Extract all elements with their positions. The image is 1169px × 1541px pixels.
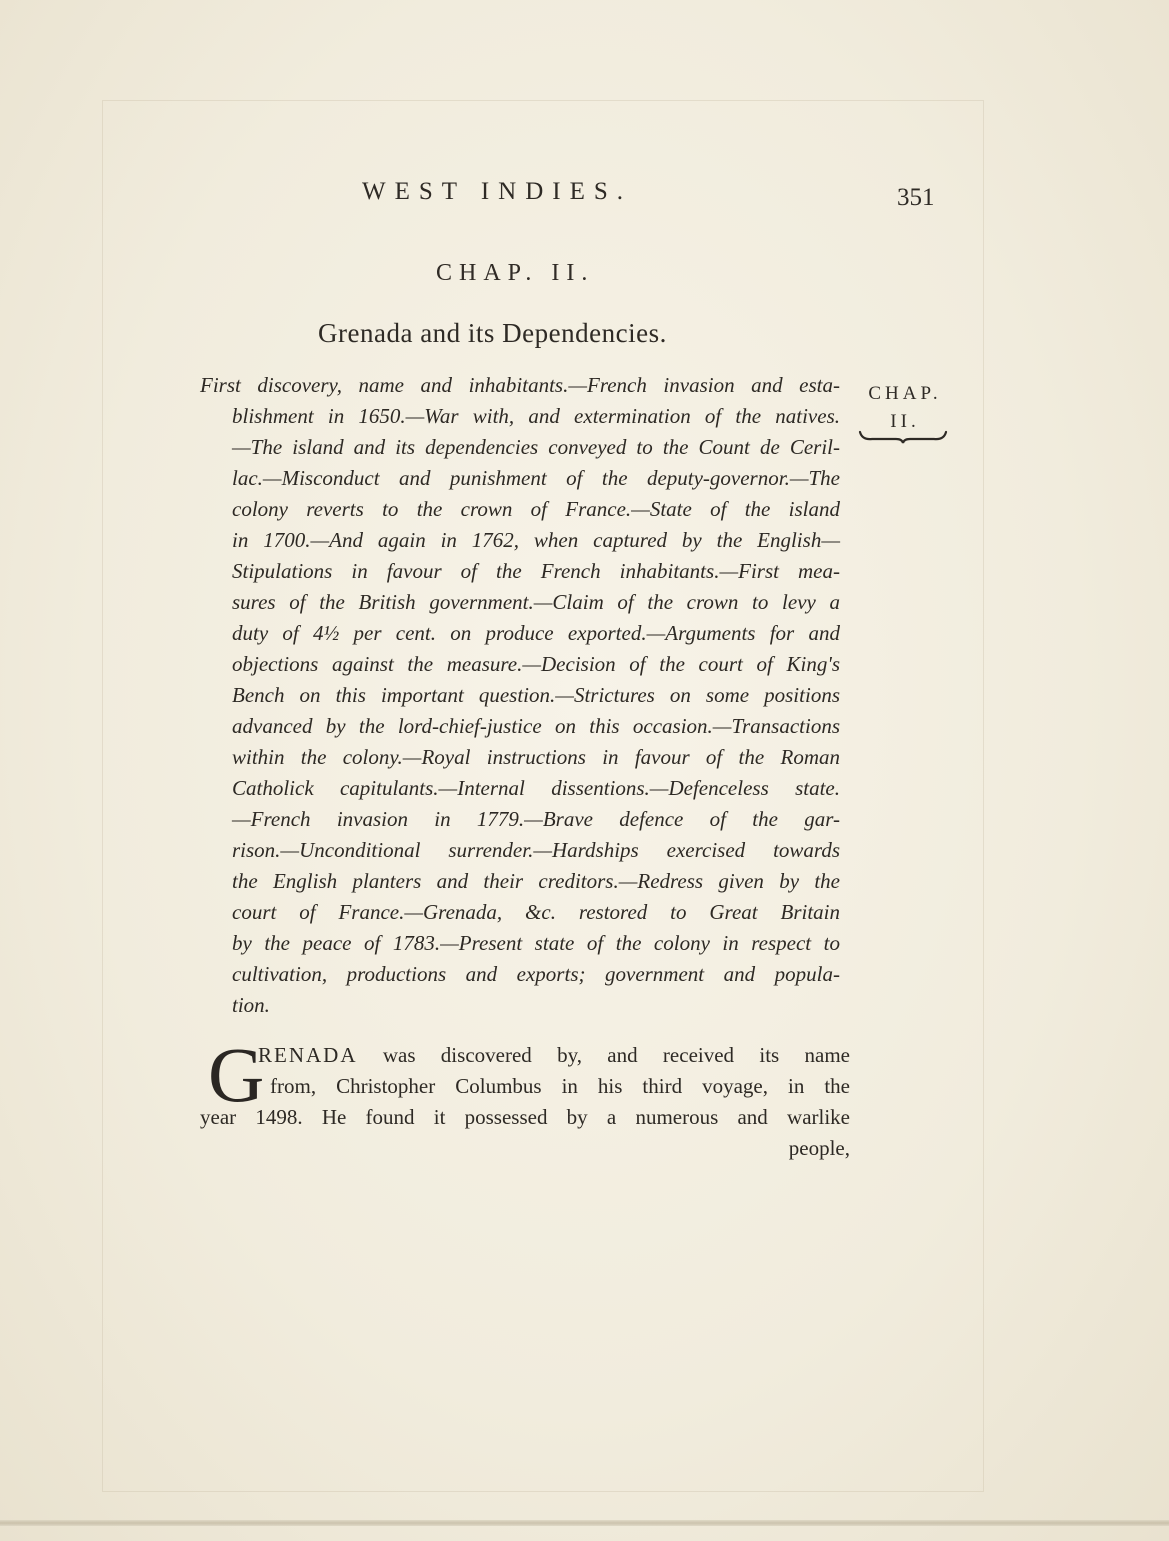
argument-line: advanced by the lord-chief-justice on this occasion.—Transactions (232, 714, 840, 738)
argument-line: objections against the measure.—Decision of the court of King's (232, 652, 840, 676)
margin-chap: CHAP. (868, 383, 942, 404)
argument-line: —French invasion in 1779.—Brave defence of the gar- (232, 807, 840, 831)
argument-line: within the colony.—Royal instructions in favour of the Roman (232, 745, 840, 769)
argument-line: court of France.—Grenada, &c. restored to Great Britain (232, 900, 840, 924)
argument-line: rison.—Unconditional surrender.—Hardships exercised towards (232, 838, 840, 862)
argument-line: First discovery, name and inhabitants.—French invasion and esta- (200, 373, 840, 397)
body-line (258, 1040, 850, 1071)
bracket-icon (858, 428, 948, 444)
page-number: 351 (897, 184, 935, 211)
body-paragraph (200, 1040, 850, 1164)
argument-line: Catholick capitulants.—Internal dissentions.—Defenceless state. (232, 776, 840, 800)
catchword: people, (788, 1136, 850, 1160)
body-line-rest: was discovered by, and received its name (382, 1043, 850, 1067)
running-head: WEST INDIES. (362, 178, 633, 205)
argument-line: Bench on this important question.—Strictures on some positions (232, 683, 840, 707)
argument-line: by the peace of 1783.—Present state of the colony in respect to (232, 931, 840, 955)
argument-line: lac.—Misconduct and punishment of the deputy-governor.—The (232, 466, 840, 490)
margin-chap-number: II. (890, 411, 920, 432)
argument-line: the English planters and their creditors.—Redress given by the (232, 869, 840, 893)
chapter-argument (200, 370, 840, 1021)
body-line: from, Christopher Columbus in his third voyage, in the (270, 1074, 850, 1098)
argument-line: blishment in 1650.—War with, and extermination of the natives. (232, 404, 840, 428)
chapter-heading: CHAP. II. (436, 260, 595, 286)
chapter-title: Grenada and its Dependencies. (318, 318, 667, 348)
page-edge (0, 1520, 1169, 1526)
argument-line: colony reverts to the crown of France.—State of the island (232, 497, 840, 521)
argument-line: tion. (232, 993, 270, 1017)
body-line: year 1498. He found it possessed by a numerous and warlike (200, 1105, 850, 1129)
argument-line: Stipulations in favour of the French inhabitants.—First mea- (232, 559, 840, 583)
argument-line: duty of 4½ per cent. on produce exported.—Arguments for and (232, 621, 840, 645)
argument-line: cultivation, productions and exports; government and popula- (232, 962, 840, 986)
argument-line: sures of the British government.—Claim of the crown to levy a (232, 590, 840, 614)
argument-line: —The island and its dependencies conveyed to the Count de Ceril- (232, 435, 840, 459)
argument-line: in 1700.—And again in 1762, when captured by the English— (232, 528, 840, 552)
drop-cap: G (208, 1031, 265, 1118)
body-line-caps: RENADA (258, 1043, 358, 1067)
